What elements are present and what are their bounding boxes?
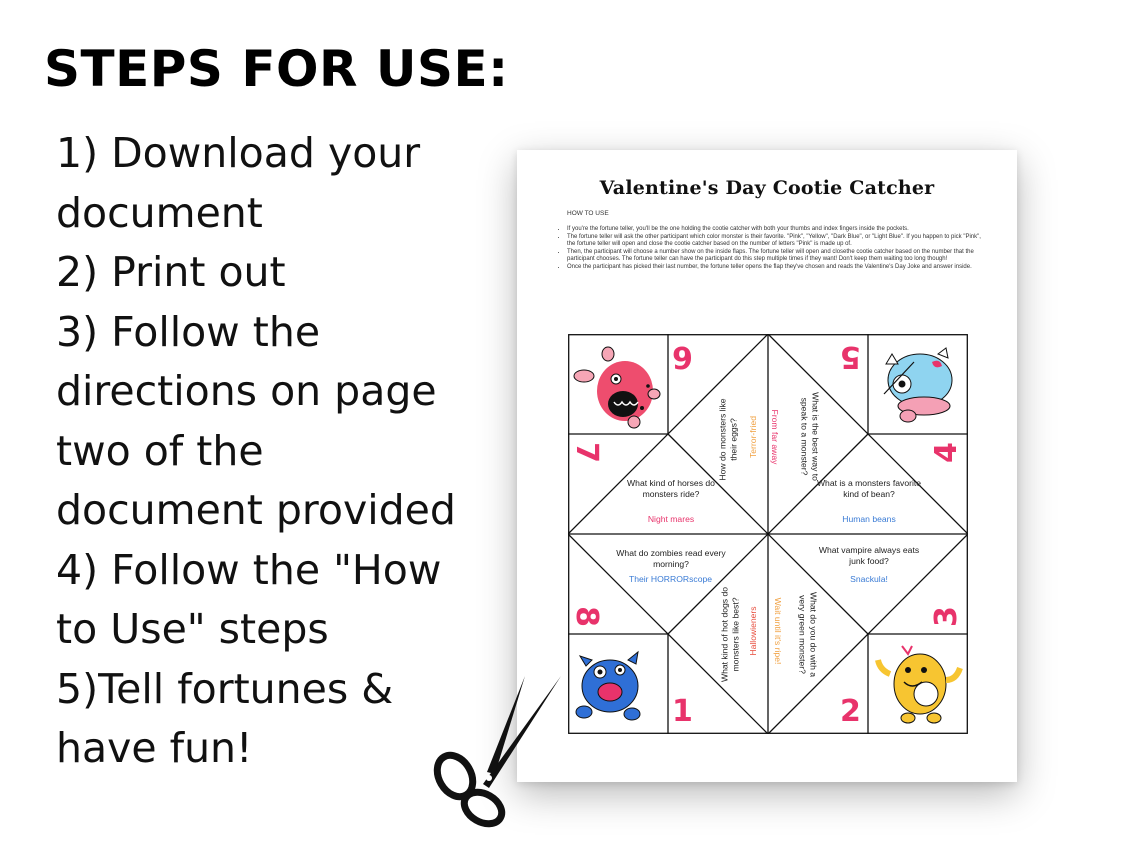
instructions-list bbox=[553, 226, 987, 272]
how-to-use-label: HOW TO USE bbox=[567, 210, 609, 217]
joke-question: What do you do with a very green monster? bbox=[798, 591, 819, 678]
number-6: 6 bbox=[672, 339, 693, 374]
step-line: directions on page bbox=[56, 367, 437, 415]
step-line: to Use" steps bbox=[56, 605, 329, 653]
joke-answer: Terror-fried bbox=[748, 415, 758, 459]
step-line: document provided bbox=[56, 486, 456, 534]
joke-question: What vampire always eats junk food? bbox=[818, 545, 920, 566]
joke-answer: Wait until it's ripe! bbox=[773, 597, 783, 665]
pink-monster-illustration bbox=[574, 347, 660, 428]
scissors-icon bbox=[425, 672, 565, 832]
joke-answer: Human beans bbox=[842, 514, 896, 524]
joke-answer: Hallowieners bbox=[748, 606, 758, 656]
step-line: document bbox=[56, 188, 263, 237]
catcher-fold-lines bbox=[568, 334, 968, 734]
document-preview bbox=[517, 150, 1017, 782]
number-5: 5 bbox=[840, 339, 861, 374]
joke-question: What is the best way to speak to a monster? bbox=[800, 392, 821, 481]
step-line: have fun! bbox=[56, 724, 253, 772]
step-line: 3) Follow the bbox=[56, 307, 321, 356]
joke-answer: Night mares bbox=[647, 514, 695, 524]
light-blue-monster-illustration bbox=[884, 348, 952, 422]
document-title: Valentine's Day Cootie Catcher bbox=[599, 177, 935, 199]
steps-list bbox=[56, 124, 476, 779]
number-1: 1 bbox=[672, 694, 693, 729]
joke-question: What kind of horses do monsters ride? bbox=[627, 478, 715, 499]
joke-question: What is a monsters favorite kind of bean? bbox=[816, 478, 922, 499]
joke-question: How do monsters like their eggs? bbox=[717, 398, 738, 481]
yellow-monster-illustration bbox=[878, 646, 960, 723]
step-line: 5)Tell fortunes & bbox=[56, 664, 394, 713]
joke-answer: Snackula! bbox=[850, 574, 888, 584]
step-line: 2) Print out bbox=[56, 248, 286, 296]
instruction-item: • The fortune teller will ask the other participant which color monster is their favorite. "Pink", "Yellow", "Dark Blue", or "Light Blue". If you happen to pick "Pink", the fortune teller will open and close the cootie catcher based on the number of letters "Pink" is made up of. bbox=[567, 234, 987, 249]
cootie-catcher bbox=[568, 334, 968, 734]
joke-question: What do zombies read every morning? bbox=[616, 548, 726, 569]
joke-answer: From far away bbox=[770, 409, 780, 465]
number-3: 3 bbox=[928, 606, 964, 627]
instruction-item: • If you're the fortune teller, you'll be the one holding the cootie catcher with both your thumbs and index fingers inside the pockets. bbox=[567, 226, 987, 234]
step-line: 4) Follow the "How bbox=[56, 545, 442, 594]
joke-answer: Their HORRORscope bbox=[628, 574, 713, 584]
number-2: 2 bbox=[840, 694, 861, 729]
dark-blue-monster-illustration bbox=[576, 652, 640, 720]
number-8: 8 bbox=[568, 606, 604, 627]
step-line: 1) Download your bbox=[56, 129, 421, 177]
number-7: 7 bbox=[568, 442, 604, 463]
instruction-item: • Then, the participant will choose a number show on the inside flaps. The fortune teller will open and closethe cootie catcher based on the number that the participant chooses. The fortune teller can have the participant do this step multiple times if they want! Don't keep them waiting too long though! bbox=[567, 249, 987, 264]
joke-question: What kind of hot dogs do monsters like best? bbox=[719, 586, 740, 683]
step-line: two of the bbox=[56, 426, 264, 475]
number-4: 4 bbox=[928, 442, 964, 463]
page-heading: STEPS FOR USE: bbox=[44, 40, 509, 98]
instruction-item: • Once the participant has picked their last number, the fortune teller opens the flap they've chosen and reads the Valentine's Day Joke and answer inside. bbox=[567, 264, 987, 272]
